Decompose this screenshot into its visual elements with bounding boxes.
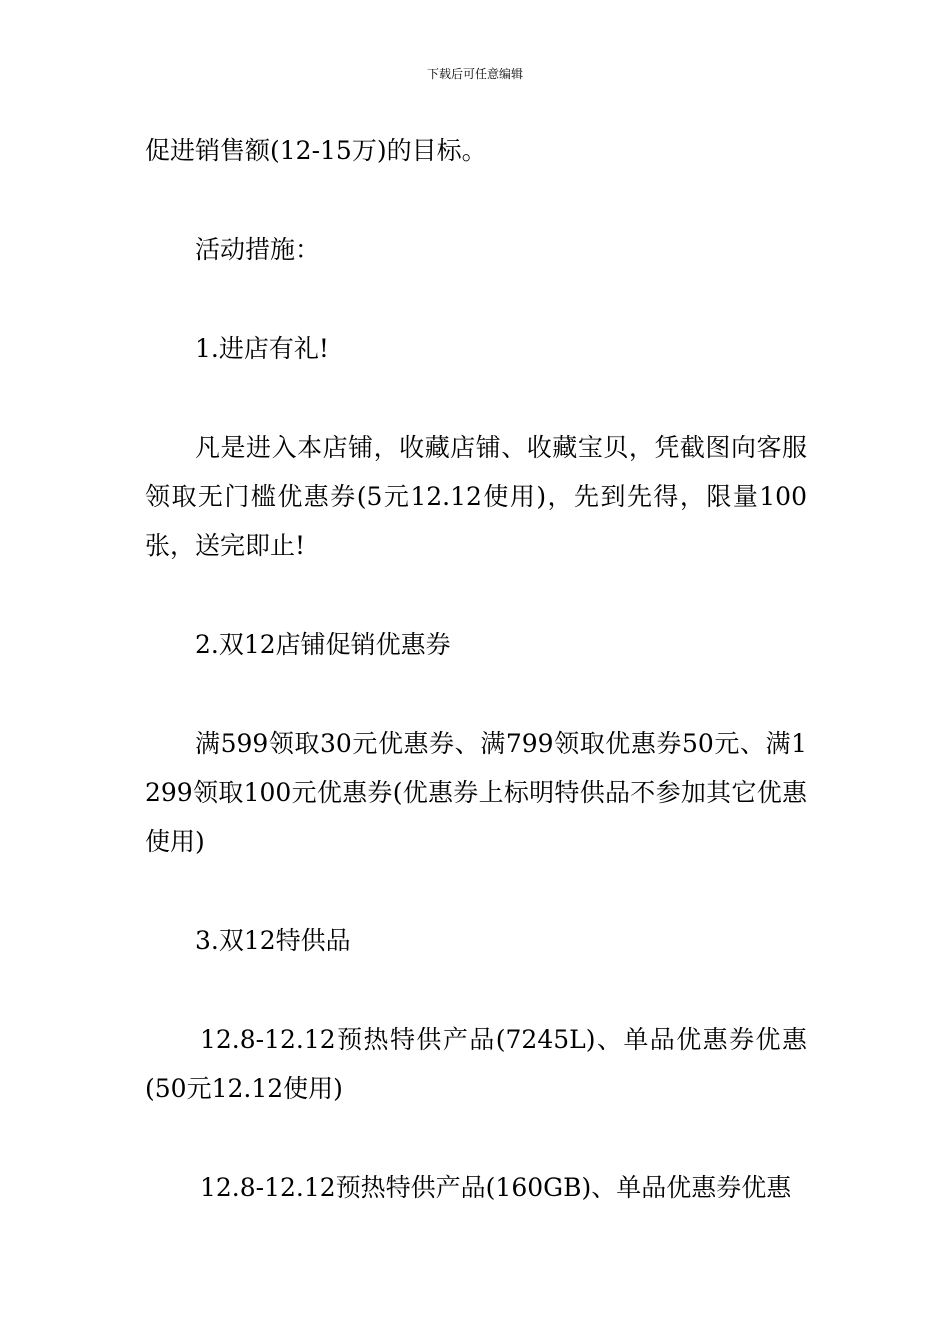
paragraph-item-3-product-1: 12.8-12.12预热特供产品(7245L)、单品优惠券优惠(50元12.12使用)	[145, 1025, 807, 1103]
paragraph-goal: 促进销售额(12-15万)的目标。	[145, 136, 487, 165]
paragraph-item-3-heading: 3.双12特供品	[195, 926, 351, 955]
document-body	[145, 126, 807, 1212]
paragraph-item-2-heading: 2.双12店铺促销优惠券	[195, 630, 451, 659]
paragraph-item-1-heading: 1.进店有礼!	[195, 334, 329, 363]
paragraph-measures-heading: 活动措施：	[195, 235, 321, 264]
page-header: 下载后可任意编辑	[426, 67, 523, 81]
paragraph-item-3-product-2: 12.8-12.12预热特供产品(160GB)、单品优惠券优惠	[200, 1173, 792, 1202]
paragraph-item-1-body: 凡是进入本店铺，收藏店铺、收藏宝贝，凭截图向客服领取无门槛优惠券(5元12.12使用)，先到先得，限量100张，送完即止!	[145, 433, 807, 560]
paragraph-item-2-body: 满599领取30元优惠券、满799领取优惠券50元、满1299领取100元优惠券(优惠券上标明特供品不参加其它优惠使用)	[145, 729, 807, 856]
